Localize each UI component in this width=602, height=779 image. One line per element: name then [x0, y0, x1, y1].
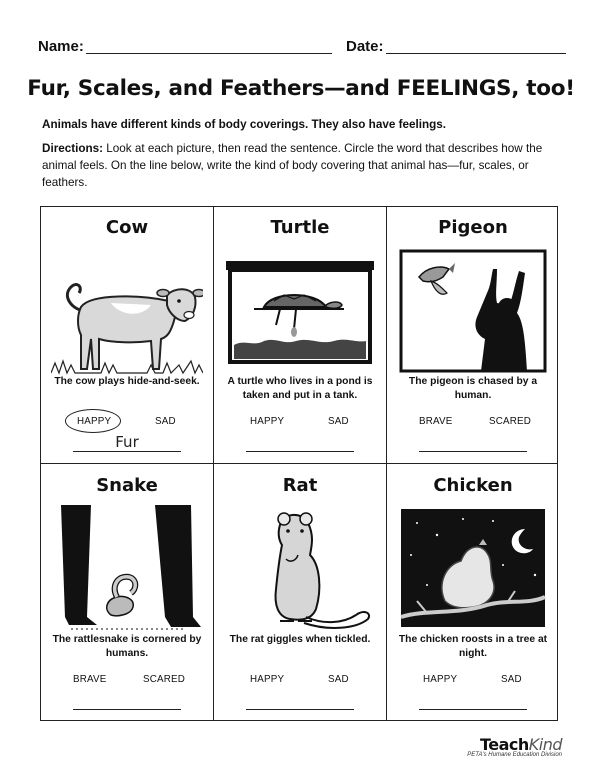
- name-label: Name:: [38, 38, 84, 55]
- option-sad[interactable]: SAD: [328, 674, 349, 685]
- answer-line[interactable]: [73, 451, 181, 452]
- worksheet-title: Fur, Scales, and Feathers—and FEELINGS, too!: [27, 76, 575, 101]
- option-happy[interactable]: HAPPY: [250, 416, 285, 427]
- card-sentence: The rattlesnake is cornered by humans.: [52, 634, 202, 659]
- directions-text: Look at each picture, then read the sentence. Circle the word that describes how the animal feels. On the line below, write the kind of body covering that animal has—fur, scales, or feathers.: [42, 142, 543, 189]
- answer-line[interactable]: [73, 709, 181, 710]
- card-rat: [214, 465, 386, 722]
- brand-name-a: Teach: [479, 735, 529, 754]
- answer-line[interactable]: [246, 451, 354, 452]
- option-sad[interactable]: SAD: [155, 416, 176, 427]
- answer-line[interactable]: [419, 709, 527, 710]
- option-happy[interactable]: HAPPY: [250, 674, 285, 685]
- turtle-in-tank-illustration: [224, 247, 376, 375]
- option-scared[interactable]: SCARED: [489, 416, 532, 427]
- card-sentence: The pigeon is chased by a human.: [408, 376, 538, 401]
- directions: [42, 140, 562, 191]
- option-brave[interactable]: BRAVE: [419, 416, 453, 427]
- card-title: Snake: [96, 475, 158, 496]
- card-turtle: [214, 207, 386, 464]
- animal-grid: [40, 206, 558, 721]
- answer-line[interactable]: [419, 451, 527, 452]
- rat-illustration: [224, 505, 376, 633]
- chicken-roosting-illustration: [397, 505, 549, 633]
- card-title: Turtle: [270, 217, 330, 238]
- card-title: Cow: [105, 217, 149, 238]
- option-happy[interactable]: HAPPY: [77, 416, 112, 427]
- name-field[interactable]: [86, 53, 332, 54]
- brand-name-b: Kind: [528, 735, 562, 754]
- option-happy[interactable]: HAPPY: [423, 674, 458, 685]
- teachkind-logo: [467, 735, 562, 758]
- date-field[interactable]: [386, 53, 566, 54]
- option-scared[interactable]: SCARED: [143, 674, 186, 685]
- card-sentence: The chicken roosts in a tree at night.: [398, 634, 548, 659]
- option-sad[interactable]: SAD: [328, 416, 349, 427]
- handwritten-answer: Fur: [115, 433, 139, 451]
- option-brave[interactable]: BRAVE: [73, 674, 107, 685]
- card-cow: [41, 207, 213, 464]
- card-sentence: The rat giggles when tickled.: [229, 634, 371, 645]
- card-pigeon: [387, 207, 559, 464]
- rattlesnake-cornered-illustration: [51, 505, 203, 633]
- card-snake: [41, 465, 213, 722]
- cow-illustration: [51, 247, 203, 375]
- answer-line[interactable]: [246, 709, 354, 710]
- card-sentence: The cow plays hide-and-seek.: [54, 376, 200, 387]
- intro-text: Animals have different kinds of body coverings. They also have feelings.: [42, 118, 446, 131]
- card-chicken: [387, 465, 559, 722]
- directions-label: Directions:: [42, 142, 104, 155]
- pigeon-and-human-illustration: [397, 247, 549, 375]
- card-title: Pigeon: [438, 217, 508, 238]
- card-sentence: A turtle who lives in a pond is taken and put in a tank.: [227, 376, 373, 401]
- option-sad[interactable]: SAD: [501, 674, 522, 685]
- date-label: Date:: [346, 38, 384, 55]
- card-title: Rat: [282, 475, 318, 496]
- brand-tagline: PETA's Humane Education Division: [467, 752, 562, 758]
- card-title: Chicken: [433, 475, 513, 496]
